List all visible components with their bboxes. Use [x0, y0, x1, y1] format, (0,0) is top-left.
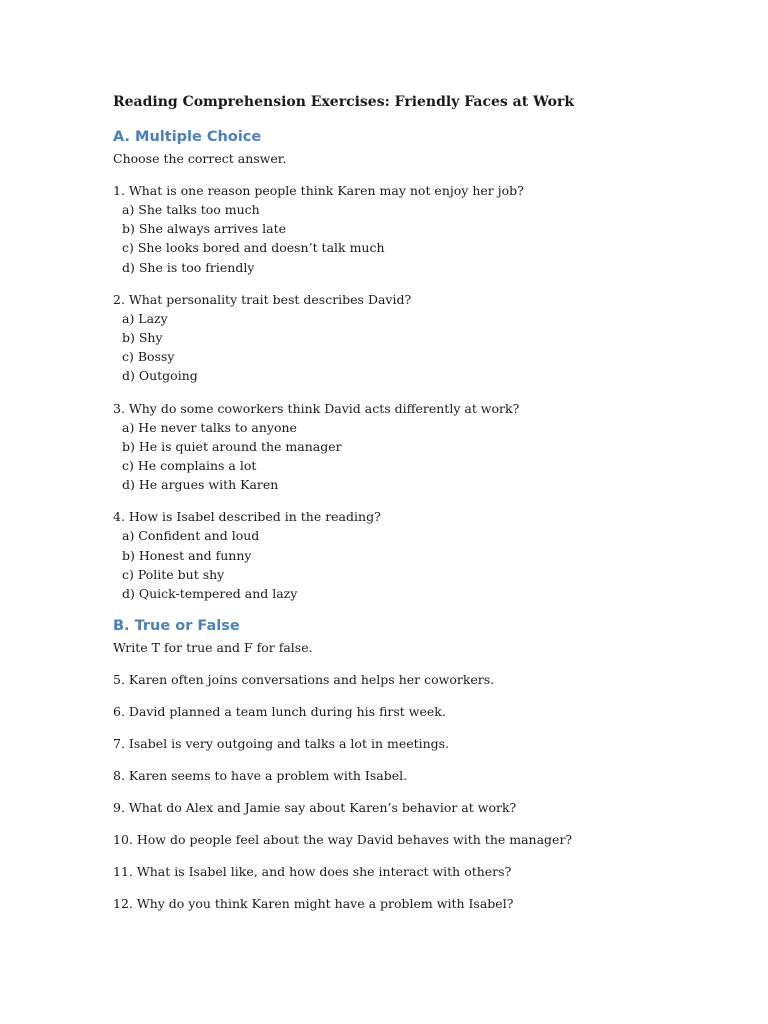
question-block-1 [113, 181, 713, 277]
statement-item: 9. What do Alex and Jamie say about Karen’s behavior at work? [113, 800, 517, 816]
answer-option: a) She talks too much [122, 202, 260, 217]
answer-option: d) He argues with Karen [122, 477, 279, 493]
document-title: Reading Comprehension Exercises: Friendly Faces at Work [113, 94, 575, 110]
answer-option: b) Honest and funny [122, 547, 252, 563]
document-page [113, 93, 713, 913]
question-block-4 [113, 507, 713, 603]
answer-option: b) She always arrives late [122, 221, 287, 237]
answer-option: c) Polite but shy [122, 566, 225, 582]
section-instruction: Write T for true and F for false. [113, 640, 313, 656]
statement-item: 5. Karen often joins conversations and helps her coworkers. [113, 672, 495, 688]
statement-item: 6. David planned a team lunch during his first week. [113, 704, 446, 720]
statement-item: 11. What is Isabel like, and how does she interact with others? [113, 864, 512, 880]
answer-option: b) Shy [122, 330, 163, 346]
question-block-3 [113, 399, 713, 495]
question-text: 1. What is one reason people think Karen may not enjoy her job? [113, 183, 524, 198]
answer-option: a) Confident and loud [122, 528, 260, 544]
answer-option: b) He is quiet around the manager [122, 438, 342, 454]
question-text: 2. What personality trait best describes David? [113, 291, 412, 307]
statement-item: 12. Why do you think Karen might have a problem with Isabel? [113, 896, 514, 912]
statement-item: 10. How do people feel about the way David behaves with the manager? [113, 832, 573, 848]
statement-item: 8. Karen seems to have a problem with Isabel. [113, 768, 408, 784]
question-text: 3. Why do some coworkers think David acts differently at work? [113, 400, 520, 416]
section-heading-multiple-choice: A. Multiple Choice [113, 129, 262, 145]
question-text: 4. How is Isabel described in the reading? [113, 509, 381, 525]
answer-option: d) Quick-tempered and lazy [122, 586, 298, 602]
answer-option: c) Bossy [122, 349, 175, 365]
answer-option: d) Outgoing [122, 368, 198, 384]
section-heading-true-false: B. True or False [113, 618, 240, 635]
answer-option: a) He never talks to anyone [122, 419, 297, 435]
answer-option: c) He complains a lot [122, 458, 257, 474]
statement-item: 7. Isabel is very outgoing and talks a lot in meetings. [113, 736, 450, 752]
section-instruction: Choose the correct answer. [113, 151, 287, 166]
question-block-2 [113, 290, 713, 386]
answer-option: c) She looks bored and doesn’t talk much [122, 240, 385, 256]
answer-option: a) Lazy [122, 310, 168, 326]
answer-option: d) She is too friendly [122, 259, 255, 275]
